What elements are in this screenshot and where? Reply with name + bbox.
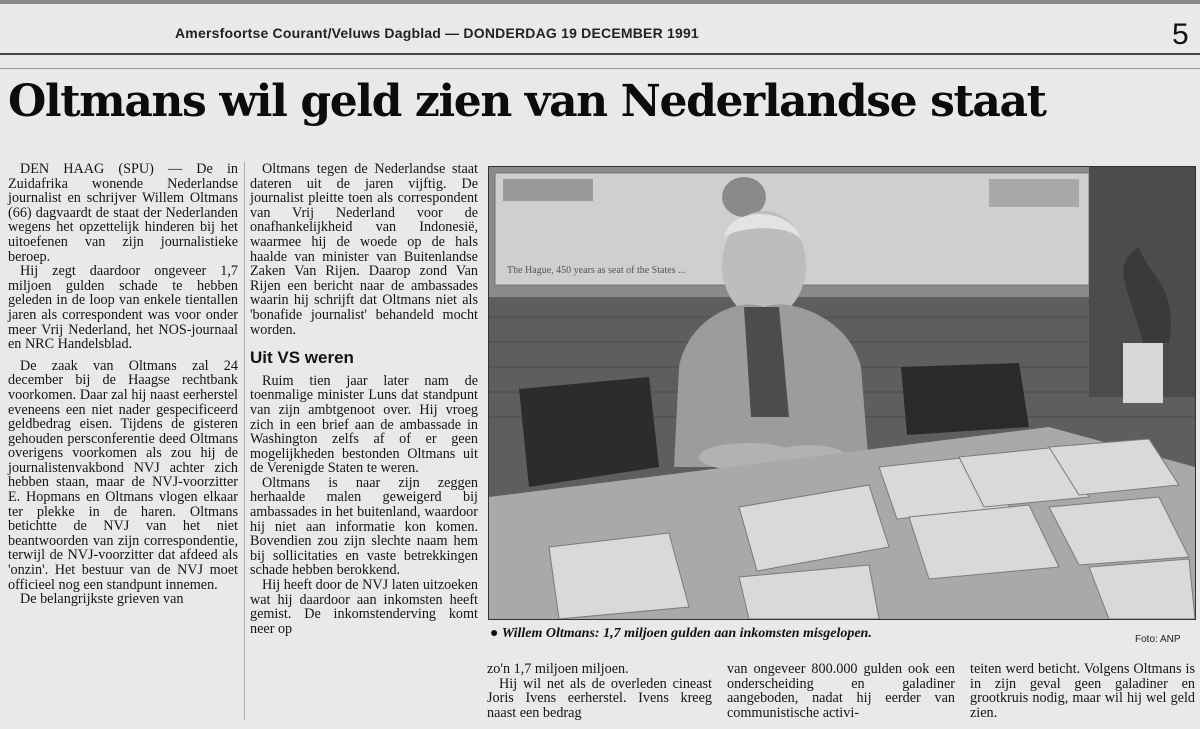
masthead: Amersfoortse Courant/Veluws Dagblad — DONDERDAG 19 DECEMBER 1991 [175,25,699,41]
paragraph: teiten werd beticht. Volgens Oltmans is in zijn geval geen galadiner en grootkruis nodig, maar wil hij wel geld zien. [970,661,1195,721]
subheading: Uit VS weren [250,348,354,368]
paragraph: Ruim tien jaar later nam de toenmalige minister Luns dat standpunt van zijn ambtgenoot over. Hij vroeg zich in een brief aan de ambassade in Washington zelfs af of er geen mogelijkheden bestonden Oltmans uit de Verenigde Staten te weren. [250,372,478,477]
photo-credit: Foto: ANP [1135,634,1181,645]
headline: Oltmans wil geld zien van Nederlandse staat [8,76,1046,127]
paragraph: Oltmans is naar zijn zeggen herhaalde malen geweigerd bij ambassades in het buitenland, waardoor hij niet aan informatie kon komen. Bovendien zou zijn slechte naam hem bij sollicitaties en vaste betrekkingen schade hebben berokkend. [250,474,478,579]
paragraph: DEN HAAG (SPU) — De in Zuidafrika wonende Nederlandse journalist en schrijver Willem Oltmans (66) dagvaardt de staat der Nederlanden wegens het opzettelijk hinderen bij het uitoefenen van zijn journalistieke beroep. [8,161,238,265]
masthead-rule [0,53,1200,55]
paragraph: De belangrijkste grieven van [20,591,184,608]
page-number: 5 [1172,18,1189,51]
paragraph: van ongeveer 800.000 gulden ook een onderscheiding en galadiner aangeboden, nadat hij eerder van communistische activi- [727,661,955,721]
paragraph: zo'n 1,7 miljoen miljoen. [487,661,629,677]
paragraph: Hij zegt daardoor ongeveer 1,7 miljoen gulden schade te hebben geleden in de loop van enkele tientallen jaren als correspondent was voor onder meer Vrij Nederland, het NOS-journaal en NRC Handelsblad. [8,263,238,353]
paragraph: De zaak van Oltmans zal 24 december bij de Haagse rechtbank voorkomen. Daar zal hij naast eerherstel eveneens een niet nader gespecificeerd geldbedrag eisen. Tijdens de gisteren gehouden persconferentie deed Oltmans overigens voorkomen als zou hij de journalistenvakbond NVJ achter zich hebben staan, maar de NVJ-voorzitter E. Hopmans en Oltmans vlogen elkaar ter plekke in de haren. Oltmans betichtte de NVJ van het niet beantwoorden van zijn correspondentie, terwijl de NVJ-voorzitter dat afdeed als 'onzin'. Het bestuur van de NVJ moet officieel nog een standpunt innemen. [8,357,238,593]
wall-poster-text: The Hague, 450 years as seat of the States ... [507,265,686,276]
paragraph: Oltmans tegen de Nederlandse staat dateren uit de jaren vijftig. De journalist pleitte toen als correspondent van Vrij Nederland voor de onafhankelijkheid van Indonesië, waarmee hij de woede op de hals haalde van minister van Buitenlandse Zaken Van Rijen. Daarop zond Van Rijen een bericht naar de ambassades waarin hij schrijft dat Oltmans niet als 'bonafide journalist' behandeld mocht worden. [250,161,478,338]
photo-caption: ● Willem Oltmans: 1,7 miljoen gulden aan inkomsten misgelopen. [490,626,872,641]
news-photo [488,166,1196,620]
top-border [0,0,1200,4]
article-column-5 [970,662,1195,720]
article-column-1 [8,162,238,607]
masthead-rule-thin [0,68,1200,69]
article-column-4 [727,662,955,720]
article-column-2 [250,162,478,636]
article-column-3 [487,662,712,720]
column-divider [244,162,245,720]
paragraph: Hij heeft door de NVJ laten uitzoeken wat hij daardoor aan inkomsten heeft gemist. De inkomstenderving komt neer op [250,577,478,637]
paragraph: Hij wil net als de overleden cineast Joris Ivens eerherstel. Ivens kreeg naast een bedrag [487,675,712,721]
